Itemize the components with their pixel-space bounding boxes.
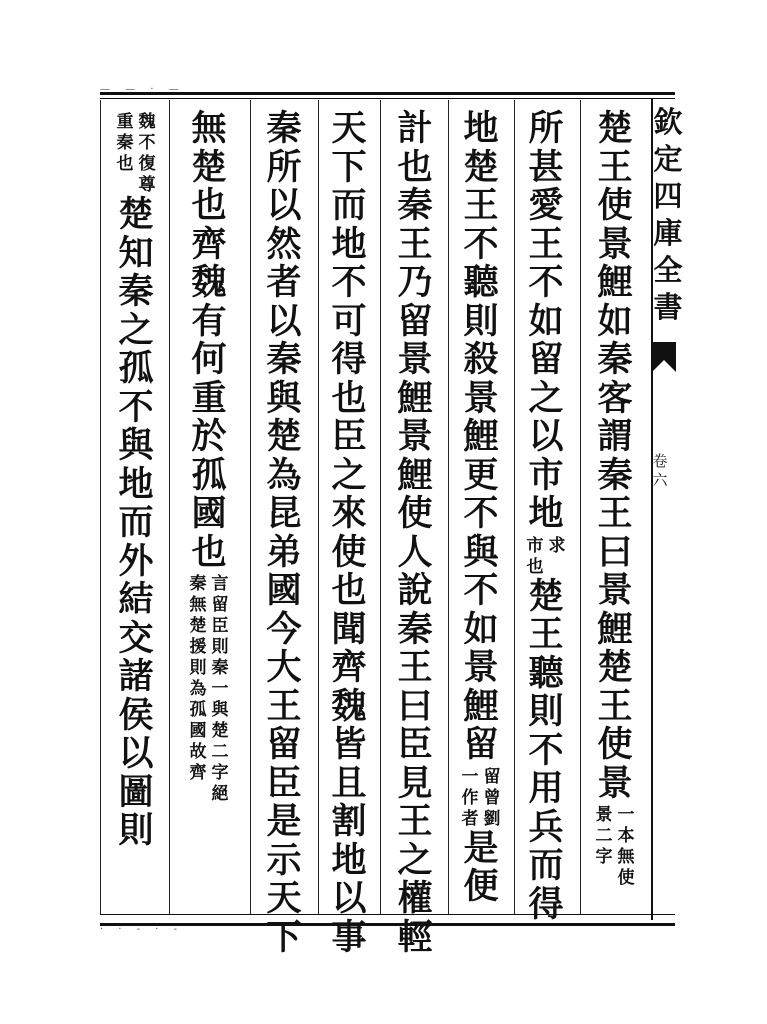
main-text-char: 聽	[528, 652, 564, 694]
main-text-char: 則	[528, 691, 564, 732]
main-text-char: 景	[463, 647, 499, 688]
main-text-char: 之	[397, 839, 433, 881]
note-char: 市	[526, 535, 544, 556]
note-char: 本	[617, 826, 635, 846]
main-text-char: 楚	[191, 146, 227, 188]
main-text-char: 使	[597, 185, 633, 226]
note-char: 者	[461, 808, 479, 829]
main-text-char: 不	[528, 729, 564, 771]
main-text-char: 以	[266, 300, 302, 342]
main-text-char: 以	[118, 733, 154, 774]
main-text-char: 不	[463, 223, 499, 265]
main-text-char: 乃	[397, 262, 433, 303]
main-text-char: 說	[397, 570, 433, 611]
column-rule	[514, 100, 515, 914]
main-text-char: 使	[597, 724, 633, 765]
main-text-char: 楚	[266, 416, 302, 457]
main-text-char: 割	[331, 801, 367, 842]
main-text-char: 來	[331, 493, 367, 534]
note-right-line	[137, 112, 157, 196]
main-text-char: 之	[331, 454, 367, 496]
column-rule	[169, 100, 170, 914]
main-text-char: 聽	[463, 262, 499, 303]
main-text-char: 不	[528, 262, 564, 303]
main-text-char: 齊	[191, 223, 227, 265]
main-text-char: 如	[463, 608, 499, 650]
main-text-char: 也	[397, 146, 433, 188]
text-column-3	[455, 110, 507, 910]
main-text-char: 事	[331, 916, 367, 958]
main-text-char: 是	[463, 827, 499, 869]
spine-volume-char: 六	[652, 471, 668, 489]
main-text-char: 臣	[331, 416, 367, 457]
main-text-char: 秦	[266, 339, 302, 380]
note-char: 景	[595, 805, 613, 825]
note-char: 也	[116, 154, 134, 174]
note-right-line	[482, 767, 502, 830]
main-text-char: 臣	[397, 724, 433, 765]
main-text-char: 秦	[597, 454, 633, 496]
note-char: 留	[211, 595, 229, 615]
note-char: 作	[461, 787, 479, 808]
main-text-char: 如	[528, 300, 564, 342]
main-text-char: 以	[266, 185, 302, 226]
note-right-line	[616, 805, 636, 889]
note-char: 孤	[189, 700, 207, 720]
main-text-char: 地	[118, 463, 154, 505]
main-text-char: 王	[597, 685, 633, 727]
main-text-char: 鯉	[397, 377, 433, 419]
main-text-char: 楚	[118, 194, 154, 235]
interlinear-note	[188, 574, 230, 805]
note-char: 國	[189, 721, 207, 741]
main-text-char: 地	[528, 493, 564, 534]
note-char: 二	[211, 742, 229, 762]
fish-tail-mark-icon	[652, 342, 676, 372]
note-char: 楚	[189, 616, 207, 636]
spine-title-char: 四	[653, 179, 683, 213]
main-text-char: 權	[397, 878, 433, 919]
main-text-char: 市	[528, 454, 564, 496]
main-text-char: 下	[266, 916, 302, 958]
note-char: 也	[526, 556, 544, 577]
main-text-char: 魏	[331, 685, 367, 727]
main-text-char: 見	[397, 762, 433, 804]
main-text-char: 王	[397, 801, 433, 842]
note-right-line	[547, 536, 567, 578]
interlinear-note	[594, 805, 636, 889]
main-text-char: 也	[331, 377, 367, 419]
main-text-char: 秦	[266, 108, 302, 149]
main-text-char: 客	[597, 377, 633, 419]
note-char: 則	[189, 658, 207, 678]
main-text-char: 大	[266, 647, 302, 688]
note-char: 留	[483, 766, 501, 787]
main-text-char: 秦	[397, 608, 433, 650]
main-text-char: 人	[397, 531, 433, 573]
main-text-char: 楚	[597, 108, 633, 149]
main-text-char: 且	[331, 762, 367, 804]
main-text-char: 魏	[191, 262, 227, 303]
note-char: 則	[211, 637, 229, 657]
spine-title-char: 欽	[653, 105, 683, 139]
main-text-char: 鯉	[463, 685, 499, 727]
main-text-char: 王	[463, 185, 499, 226]
main-text-char: 聞	[331, 608, 367, 650]
top-inner-rule	[100, 98, 675, 99]
main-text-char: 為	[266, 454, 302, 496]
main-text-char: 留	[528, 339, 564, 380]
interlinear-note	[525, 536, 567, 578]
note-left-line	[594, 805, 614, 889]
note-char: 尊	[138, 175, 156, 195]
note-char: 使	[617, 868, 635, 888]
note-left-line	[188, 574, 208, 805]
main-text-char: 地	[331, 839, 367, 881]
note-char: 無	[189, 595, 207, 615]
decorative-dots-top: — — · —	[100, 84, 185, 95]
main-text-char: 不	[463, 570, 499, 611]
main-text-char: 留	[397, 300, 433, 342]
note-right-line	[210, 574, 230, 805]
main-text-char: 則	[463, 300, 499, 342]
note-char: 一	[617, 805, 635, 825]
note-char: 楚	[211, 721, 229, 741]
main-text-char: 皆	[331, 724, 367, 765]
main-text-char: 如	[597, 300, 633, 342]
main-text-char: 計	[397, 108, 433, 149]
main-text-char: 於	[191, 416, 227, 457]
main-text-char: 而	[528, 845, 564, 886]
main-text-char: 鯉	[397, 454, 433, 496]
main-text-char: 景	[463, 377, 499, 419]
note-char: 重	[116, 112, 134, 132]
main-text-char: 國	[191, 493, 227, 534]
note-char: 劉	[483, 808, 501, 829]
main-text-char: 留	[266, 724, 302, 765]
main-text-char: 王	[397, 223, 433, 265]
main-text-char: 殺	[463, 339, 499, 380]
note-char: 字	[595, 847, 613, 867]
main-text-char: 景	[597, 762, 633, 804]
note-char: 字	[211, 763, 229, 783]
main-text-char: 秦	[597, 339, 633, 380]
main-text-char: 是	[266, 801, 302, 842]
main-text-char: 臣	[266, 762, 302, 804]
note-char: 一	[211, 679, 229, 699]
text-column-2	[520, 108, 572, 925]
text-column-8	[110, 110, 162, 910]
note-char: 絕	[211, 784, 229, 804]
main-text-char: 輕	[397, 916, 433, 958]
note-char: 故	[189, 742, 207, 762]
main-text-char: 曰	[597, 531, 633, 573]
note-char: 魏	[138, 112, 156, 132]
main-text-char: 得	[331, 339, 367, 380]
main-text-char: 景	[397, 339, 433, 380]
main-text-char: 無	[191, 108, 227, 149]
main-text-char: 秦	[118, 271, 154, 312]
note-char: 秦	[211, 658, 229, 678]
interlinear-note	[460, 767, 502, 830]
note-left-line	[115, 112, 135, 196]
main-text-char: 王	[597, 146, 633, 188]
main-text-char: 楚	[597, 647, 633, 688]
main-text-char: 何	[191, 339, 227, 380]
text-column-1	[589, 110, 641, 910]
main-text-char: 然	[266, 223, 302, 265]
main-text-char: 也	[191, 531, 227, 573]
main-text-char: 今	[266, 608, 302, 650]
spine-title	[653, 104, 683, 326]
spine-volume-char: 卷	[652, 452, 668, 470]
note-char: 一	[461, 766, 479, 787]
main-text-char: 諸	[118, 656, 154, 697]
note-left-line	[460, 767, 480, 830]
main-text-char: 謂	[597, 416, 633, 457]
main-text-char: 外	[118, 540, 154, 582]
decorative-dots-bottom: · · - · -	[100, 924, 184, 935]
main-text-char: 以	[331, 878, 367, 919]
interlinear-note	[115, 112, 157, 196]
note-char: 曾	[483, 787, 501, 808]
main-text-char: 天	[266, 878, 302, 919]
main-text-char: 下	[331, 146, 367, 188]
main-text-char: 景	[597, 570, 633, 611]
main-text-char: 之	[118, 309, 154, 351]
main-text-char: 王	[597, 493, 633, 534]
main-text-char: 不	[331, 262, 367, 303]
spine-title-char: 庫	[653, 216, 683, 250]
note-char: 言	[211, 574, 229, 594]
note-char: 秦	[116, 133, 134, 153]
main-text-char: 景	[397, 416, 433, 457]
main-text-char: 景	[597, 223, 633, 265]
column-rule	[318, 100, 319, 914]
main-text-char: 有	[191, 300, 227, 342]
main-text-char: 王	[397, 647, 433, 688]
main-text-char: 重	[191, 377, 227, 419]
note-char: 臣	[211, 616, 229, 636]
main-text-char: 而	[118, 502, 154, 543]
main-text-char: 甚	[528, 146, 564, 188]
main-text-char: 國	[266, 570, 302, 611]
main-text-char: 圖	[118, 771, 154, 813]
main-text-char: 王	[528, 614, 564, 655]
main-text-char: 楚	[528, 575, 564, 617]
bottom-inner-rule	[100, 914, 675, 915]
main-text-char: 以	[528, 416, 564, 457]
note-char: 復	[138, 154, 156, 174]
main-text-char: 鯉	[597, 262, 633, 303]
main-text-char: 知	[118, 232, 154, 274]
main-text-char: 用	[528, 768, 564, 809]
main-text-char: 鯉	[463, 416, 499, 457]
main-text-char: 則	[118, 810, 154, 851]
main-text-char: 孤	[118, 348, 154, 389]
main-text-char: 齊	[331, 647, 367, 688]
note-char: 援	[189, 637, 207, 657]
column-rule	[380, 100, 381, 914]
main-text-char: 留	[463, 724, 499, 765]
main-text-char: 昆	[266, 493, 302, 534]
main-text-char: 天	[331, 108, 367, 149]
main-text-char: 更	[463, 454, 499, 496]
main-text-char: 也	[191, 185, 227, 226]
main-text-char: 可	[331, 300, 367, 342]
main-text-char: 使	[397, 493, 433, 534]
spine-title-char: 書	[653, 290, 683, 324]
main-text-char: 與	[118, 425, 154, 466]
main-text-char: 鯉	[597, 608, 633, 650]
main-text-char: 也	[331, 570, 367, 611]
main-text-char: 使	[331, 531, 367, 573]
main-text-char: 之	[528, 377, 564, 419]
main-text-char: 得	[528, 883, 564, 925]
main-text-char: 秦	[397, 185, 433, 226]
main-text-char: 地	[331, 223, 367, 265]
main-text-char: 所	[266, 146, 302, 188]
main-text-char: 曰	[397, 685, 433, 727]
spine-title-char: 全	[653, 253, 683, 287]
note-char: 齊	[189, 763, 207, 783]
column-rule	[100, 100, 101, 914]
note-char: 秦	[189, 574, 207, 594]
note-char: 為	[189, 679, 207, 699]
main-text-char: 孤	[191, 454, 227, 496]
column-rule	[580, 100, 581, 914]
main-text-char: 與	[463, 531, 499, 573]
note-char: 與	[211, 700, 229, 720]
spine-volume-label	[650, 452, 670, 490]
main-text-char: 王	[266, 685, 302, 727]
main-text-char: 楚	[463, 146, 499, 188]
spine-title-char: 定	[653, 142, 683, 176]
text-column-4	[389, 108, 441, 958]
main-text-char: 結	[118, 579, 154, 620]
main-text-char: 不	[463, 493, 499, 534]
note-char: 二	[595, 826, 613, 846]
main-text-char: 兵	[528, 806, 564, 848]
column-rule	[448, 100, 449, 914]
main-text-char: 地	[463, 108, 499, 149]
main-text-char: 與	[266, 377, 302, 419]
main-text-char: 所	[528, 108, 564, 149]
main-text-char: 示	[266, 839, 302, 881]
main-text-char: 愛	[528, 185, 564, 226]
text-column-5	[323, 108, 375, 958]
main-text-char: 而	[331, 185, 367, 226]
note-left-line	[525, 536, 545, 578]
main-text-char: 者	[266, 262, 302, 303]
note-char: 求	[548, 535, 566, 556]
text-column-6	[258, 108, 310, 958]
column-rule	[250, 100, 251, 914]
main-text-char: 便	[463, 866, 499, 907]
main-text-char: 侯	[118, 694, 154, 736]
main-text-char: 不	[118, 386, 154, 428]
text-column-7	[183, 110, 235, 910]
note-char: 無	[617, 847, 635, 867]
main-text-char: 交	[118, 617, 154, 659]
main-text-char: 王	[528, 223, 564, 265]
note-char: 不	[138, 133, 156, 153]
main-text-char: 弟	[266, 531, 302, 573]
